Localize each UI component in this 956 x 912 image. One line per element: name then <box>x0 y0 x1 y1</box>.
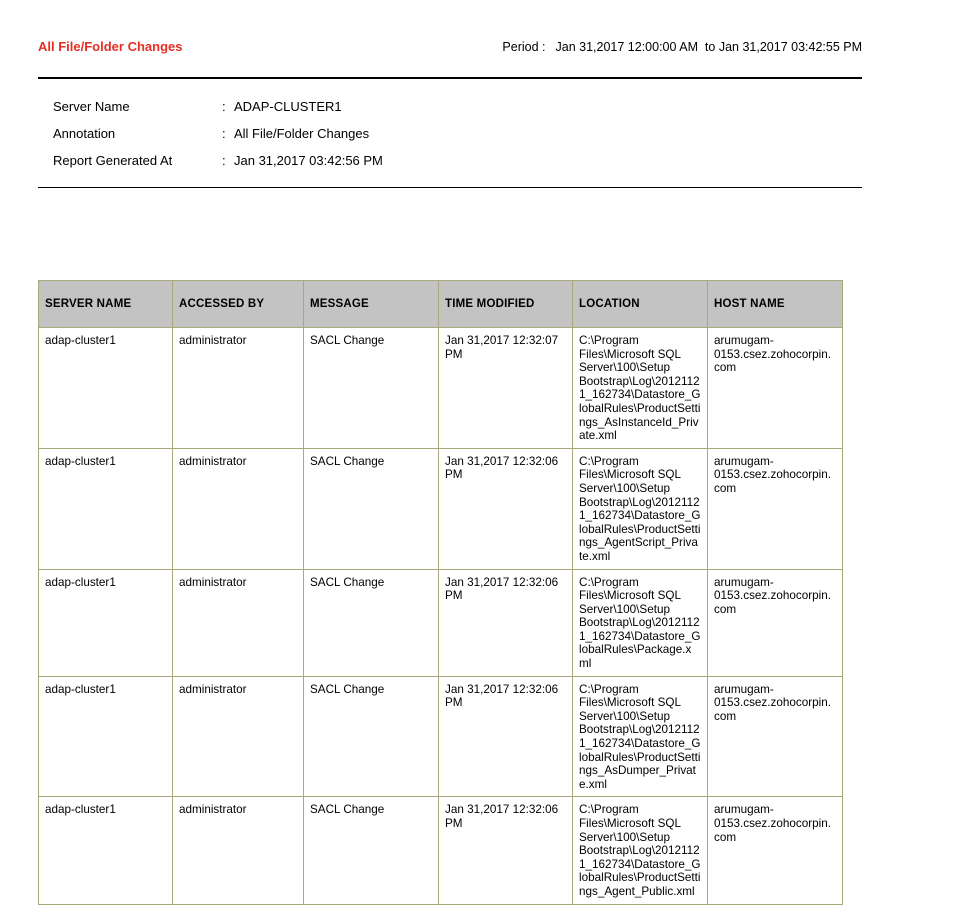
column-header-message: MESSAGE <box>304 281 439 328</box>
cell-accessed-by: administrator <box>173 676 304 797</box>
table-row <box>39 797 843 904</box>
cell-accessed-by: administrator <box>173 328 304 449</box>
cell-time-modified: Jan 31,2017 12:32:06 PM <box>439 797 573 904</box>
changes-table <box>38 280 843 905</box>
cell-host-name: arumugam-0153.csez.zohocorpin.com <box>708 569 843 676</box>
report-page <box>38 0 862 905</box>
cell-server-name: adap-cluster1 <box>39 448 173 569</box>
column-header-host-name: HOST NAME <box>708 281 843 328</box>
info-label: Server Name <box>53 98 130 114</box>
period-label: Period : <box>502 40 546 54</box>
report-title: All File/Folder Changes <box>38 39 183 54</box>
column-header-accessed-by: ACCESSED BY <box>173 281 304 328</box>
info-colon: : <box>222 125 226 141</box>
table-body <box>39 328 843 905</box>
info-row-annotation <box>38 120 862 147</box>
cell-server-name: adap-cluster1 <box>39 328 173 449</box>
info-row-server-name <box>38 93 862 120</box>
cell-location: C:\Program Files\Microsoft SQL Server\100\Setup Bootstrap\Log\20121121_162734\Datastore_GlobalRules\ProductSettings_AsInstanceId_Private.xml <box>573 328 708 449</box>
info-colon: : <box>222 152 226 168</box>
cell-message: SACL Change <box>304 676 439 797</box>
report-period <box>502 40 862 55</box>
cell-host-name: arumugam-0153.csez.zohocorpin.com <box>708 797 843 904</box>
cell-server-name: adap-cluster1 <box>39 797 173 904</box>
info-label: Report Generated At <box>53 152 173 168</box>
info-colon: : <box>222 98 226 114</box>
table-header <box>39 281 843 328</box>
cell-location: C:\Program Files\Microsoft SQL Server\100\Setup Bootstrap\Log\20121121_162734\Datastore_GlobalRules\ProductSettings_AsDumper_Private.xml <box>573 676 708 797</box>
report-info-block <box>38 79 862 187</box>
period-value: Jan 31,2017 12:00:00 AM to Jan 31,2017 03:42:55 PM <box>555 40 862 54</box>
cell-accessed-by: administrator <box>173 448 304 569</box>
info-label: Annotation <box>53 125 116 141</box>
horizontal-rule-bottom <box>38 187 862 189</box>
cell-server-name: adap-cluster1 <box>39 569 173 676</box>
table-row <box>39 676 843 797</box>
table-row <box>39 448 843 569</box>
cell-server-name: adap-cluster1 <box>39 676 173 797</box>
info-row-generated-at <box>38 147 862 174</box>
cell-accessed-by: administrator <box>173 569 304 676</box>
column-header-server-name: SERVER NAME <box>39 281 173 328</box>
cell-location: C:\Program Files\Microsoft SQL Server\100\Setup Bootstrap\Log\20121121_162734\Datastore_GlobalRules\Package.xml <box>573 569 708 676</box>
cell-location: C:\Program Files\Microsoft SQL Server\100\Setup Bootstrap\Log\20121121_162734\Datastore_GlobalRules\ProductSettings_AgentScript_Private.xml <box>573 448 708 569</box>
table-row <box>39 569 843 676</box>
cell-message: SACL Change <box>304 328 439 449</box>
info-value-generated-at: Jan 31,2017 03:42:56 PM <box>234 152 383 168</box>
cell-host-name: arumugam-0153.csez.zohocorpin.com <box>708 448 843 569</box>
column-header-location: LOCATION <box>573 281 708 328</box>
cell-time-modified: Jan 31,2017 12:32:06 PM <box>439 676 573 797</box>
cell-host-name: arumugam-0153.csez.zohocorpin.com <box>708 328 843 449</box>
table-row <box>39 328 843 449</box>
cell-host-name: arumugam-0153.csez.zohocorpin.com <box>708 676 843 797</box>
table-header-row <box>39 281 843 328</box>
cell-accessed-by: administrator <box>173 797 304 904</box>
cell-time-modified: Jan 31,2017 12:32:06 PM <box>439 448 573 569</box>
cell-message: SACL Change <box>304 797 439 904</box>
cell-message: SACL Change <box>304 569 439 676</box>
cell-time-modified: Jan 31,2017 12:32:07 PM <box>439 328 573 449</box>
report-header <box>38 0 862 55</box>
info-value-annotation: All File/Folder Changes <box>234 125 370 141</box>
column-header-time-modified: TIME MODIFIED <box>439 281 573 328</box>
cell-location: C:\Program Files\Microsoft SQL Server\100\Setup Bootstrap\Log\20121121_162734\Datastore_GlobalRules\ProductSettings_Agent_Public.xml <box>573 797 708 904</box>
cell-time-modified: Jan 31,2017 12:32:06 PM <box>439 569 573 676</box>
info-value-server-name: ADAP-CLUSTER1 <box>234 98 342 114</box>
cell-message: SACL Change <box>304 448 439 569</box>
